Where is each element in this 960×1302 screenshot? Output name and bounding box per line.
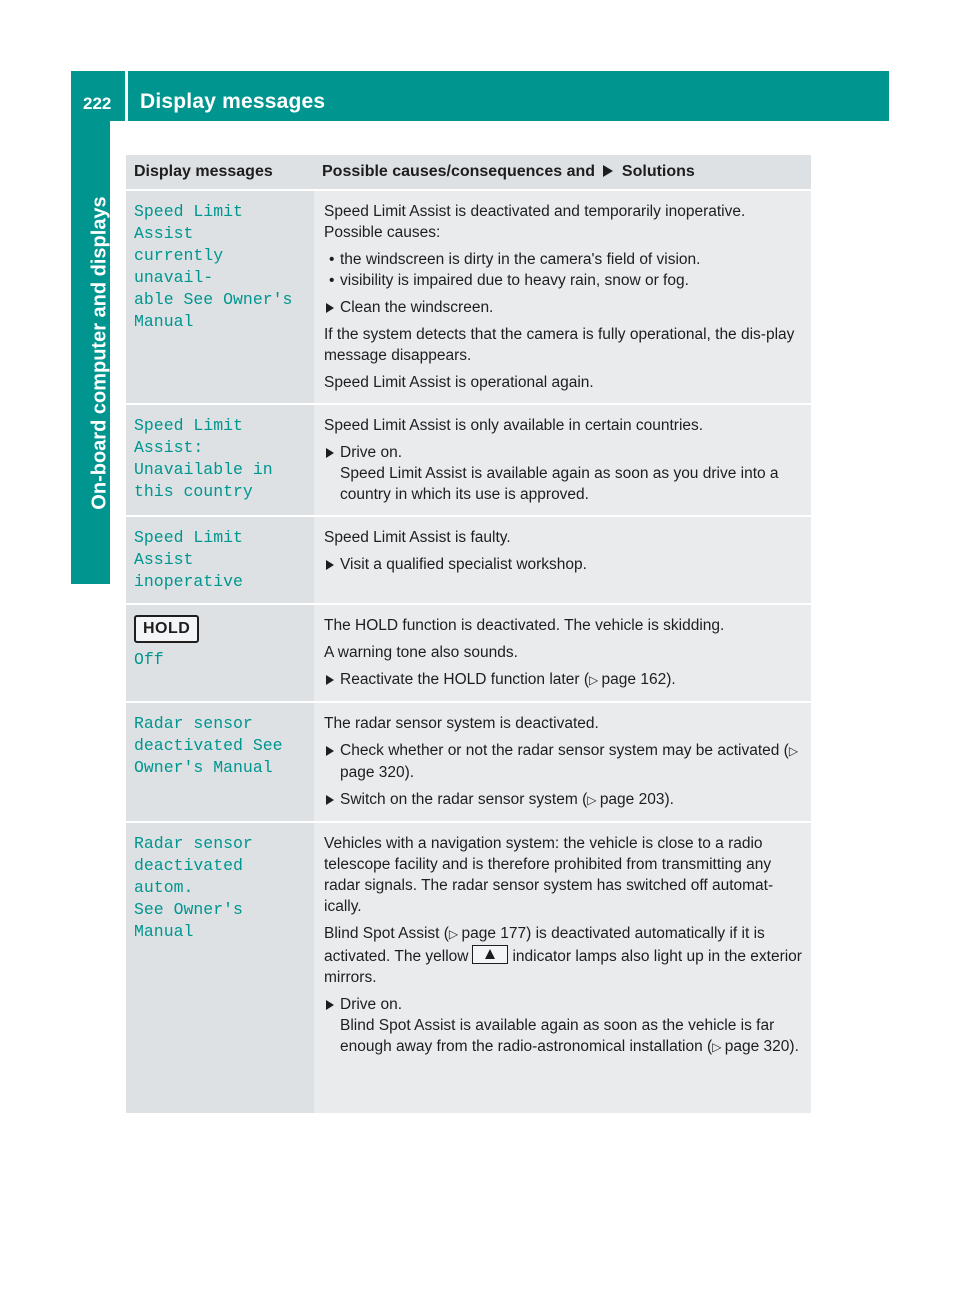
step-arrow-icon [326,675,334,685]
solution-step [324,554,803,575]
page-ref-icon: ▷ [587,793,600,807]
bullet-dot-icon: • [329,251,335,268]
display-message-text: Speed Limit Assist inoperative [134,528,243,591]
hold-icon: HOLD [134,615,199,643]
page-ref-icon: ▷ [448,927,462,941]
paragraph: The radar sensor system is deactivated. [324,715,599,732]
step-detail [340,1015,803,1058]
page-ref-text: page 162). [601,671,676,688]
page-header [71,71,889,121]
solution-step [324,740,803,783]
paragraph: A warning tone also sounds. [324,644,518,661]
page-title: Display messages [140,90,326,113]
solution-cell [314,604,811,702]
step-text: Check whether or not the radar sensor system may be activated ( [340,742,789,759]
solution-cell [314,822,811,1113]
solution-step [324,994,803,1058]
table-row [126,516,811,604]
step-arrow-icon [326,1000,334,1010]
message-cell [126,404,314,516]
table-row [126,190,811,404]
step-text: Switch on the radar sensor system ( [340,791,588,808]
paragraph-text: indicator lamps also light up in the exterior mirrors. [324,948,802,986]
page-ref-icon: ▷ [712,1040,725,1054]
page-ref-text: page 320). [724,1038,799,1055]
col-header-solutions-text: Solutions [621,163,695,180]
bullet-item [324,270,803,291]
message-cell [126,604,314,702]
paragraph-text: Blind Spot Assist ( [324,925,449,942]
paragraph: Speed Limit Assist is faulty. [324,529,511,546]
step-arrow-icon [326,303,334,313]
step-arrow-icon [326,795,334,805]
message-cell [126,822,314,1113]
display-message-text: Radar sensor deactivated See Owner's Manual [134,714,283,777]
message-cell [126,516,314,604]
step-arrow-icon [326,560,334,570]
paragraph: Speed Limit Assist is only available in certain countries. [324,417,704,434]
bullet-text: visibility is impaired due to heavy rain, snow or fog. [340,272,689,289]
step-detail: Speed Limit Assist is available again as soon as you drive into a country in which its use is approved. [340,465,779,503]
page-number: 222 [83,94,112,113]
bullet-item [324,249,803,270]
solution-cell [314,404,811,516]
paragraph: Possible causes: [324,224,441,241]
display-messages-table [126,155,811,1113]
step-text: Reactivate the HOLD function later ( [340,671,589,688]
step-arrow-icon [326,746,334,756]
paragraph: Speed Limit Assist is deactivated and temporarily inoperative. [324,203,746,220]
page-ref-text: page 177) is deactivated automatically if it is activated. The yellow [324,925,765,965]
step-detail-text: Blind Spot Assist is available again as soon as the vehicle is far enough away from the radio-astronomical installation ( [340,1017,775,1055]
display-message-text: Radar sensor deactivated autom. See Owner's Manual [134,834,253,941]
table-row [126,822,811,1113]
display-message-text: Speed Limit Assist currently unavail‐ able See Owner's Manual [134,202,293,331]
paragraph: If the system detects that the camera is fully operational, the dis-play message disappears. [324,326,795,364]
solution-step [324,669,803,691]
page-ref-text: page 203). [599,791,674,808]
col-header-causes-text: Possible causes/consequences and [322,163,596,180]
message-cell [126,190,314,404]
bullet-text: the windscreen is dirty in the camera's field of vision. [340,251,701,268]
step-text: Visit a qualified specialist workshop. [340,556,587,573]
solution-cell [314,702,811,822]
header-divider [125,71,128,121]
bullet-dot-icon: • [329,272,335,289]
col-header-causes-solutions [314,155,811,190]
page-ref-text: page 320). [340,764,415,781]
step-text: Drive on. [340,996,403,1013]
paragraph: The HOLD function is deactivated. The vehicle is skidding. [324,617,725,634]
display-message-text: Speed Limit Assist: Unavailable in this country [134,416,273,501]
display-message-text: Off [134,650,164,669]
paragraph: Speed Limit Assist is operational again. [324,374,594,391]
blind-spot-warning-icon [472,945,508,964]
table-header-row [126,155,811,190]
solution-arrow-icon [603,165,613,177]
step-arrow-icon [326,448,334,458]
solution-cell [314,516,811,604]
solution-cell [314,190,811,404]
table-row [126,702,811,822]
col-header-display-messages: Display messages [126,155,314,190]
solution-step [324,442,803,505]
page-ref-icon: ▷ [588,673,602,687]
paragraph: Vehicles with a navigation system: the vehicle is close to a radio telescope facility and is therefore prohibited from transmitting any radar signals. The radar sensor system has switched off automat-ically. [324,835,774,915]
message-cell [126,702,314,822]
section-side-tab-label: On-board computer and displays [88,196,111,510]
step-text: Clean the windscreen. [340,299,494,316]
table-row [126,404,811,516]
step-text: Drive on. [340,444,403,461]
table-row [126,604,811,702]
paragraph [324,923,803,988]
solution-step [324,297,803,318]
page-ref-icon: ▷ [788,744,799,758]
solution-step [324,789,803,811]
